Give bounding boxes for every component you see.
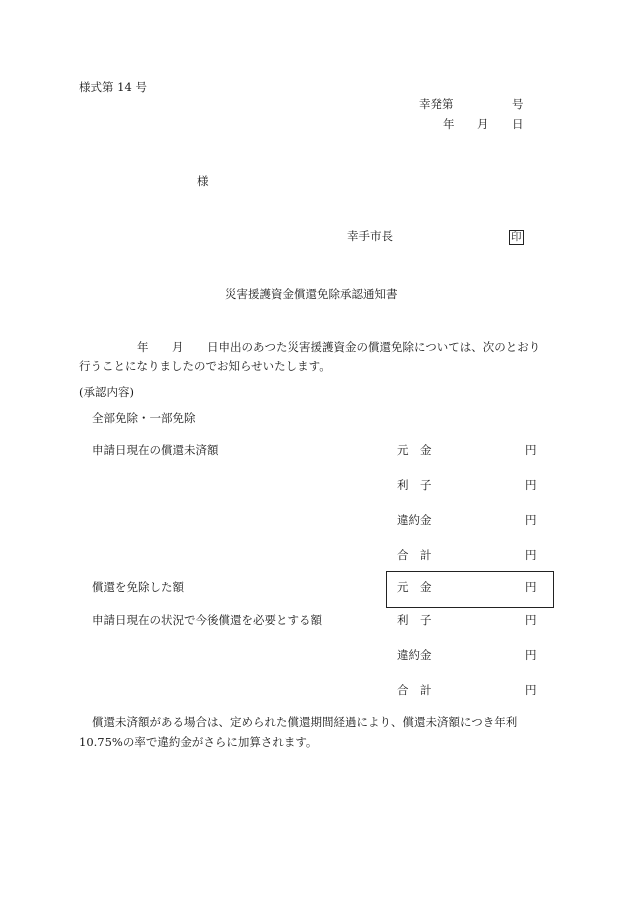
row-item: 違約金	[397, 648, 432, 662]
header-date-month: 月	[477, 117, 489, 131]
row-item: 合 計	[397, 548, 432, 562]
header-date-year: 年	[443, 117, 455, 131]
seal-icon: 印	[511, 231, 522, 243]
exemption-type: 全部免除・一部免除	[92, 411, 196, 425]
body-date-year: 年	[137, 340, 149, 354]
body-date-month: 月	[172, 340, 184, 354]
row-item: 利 子	[397, 613, 432, 627]
row-item: 違約金	[397, 513, 432, 527]
row-item: 利 子	[397, 478, 432, 492]
section-label-outstanding: 申請日現在の償還未済額	[92, 443, 219, 457]
note-line-2: 10.75%の率で違約金がさらに加算されます。	[79, 735, 318, 749]
document-title: 災害援護資金償還免除承認通知書	[225, 287, 398, 301]
row-unit: 円	[525, 513, 537, 527]
row-unit: 円	[525, 613, 537, 627]
note-line-1: 償還未済額がある場合は、定められた償還期間経過により、償還未済額につき年利	[92, 715, 518, 729]
row-item: 元 金	[397, 443, 432, 457]
row-unit: 円	[525, 548, 537, 562]
doc-number-prefix: 幸発第	[419, 97, 454, 111]
doc-number-suffix: 号	[512, 97, 524, 111]
row-item: 元 金	[397, 580, 432, 594]
body-line-2: 行うことになりましたのでお知らせいたします。	[79, 359, 331, 373]
section-label-exempted: 償還を免除した額	[92, 580, 184, 594]
row-unit: 円	[525, 478, 537, 492]
approval-section-label: (承認内容)	[79, 385, 134, 399]
row-unit: 円	[525, 443, 537, 457]
header-date-day: 日	[512, 117, 524, 131]
section-label-remaining: 申請日現在の状況で今後償還を必要とする額	[92, 613, 322, 627]
row-unit: 円	[525, 580, 537, 594]
addressee-honorific: 様	[197, 174, 209, 188]
form-number: 様式第 14 号	[79, 80, 147, 94]
row-unit: 円	[525, 683, 537, 697]
row-unit: 円	[525, 648, 537, 662]
sender-title: 幸手市長	[347, 229, 393, 243]
seal-mark	[509, 230, 524, 245]
body-line-1: 日申出のあつた災害援護資金の償還免除については、次のとおり	[207, 340, 541, 354]
row-item: 合 計	[397, 683, 432, 697]
